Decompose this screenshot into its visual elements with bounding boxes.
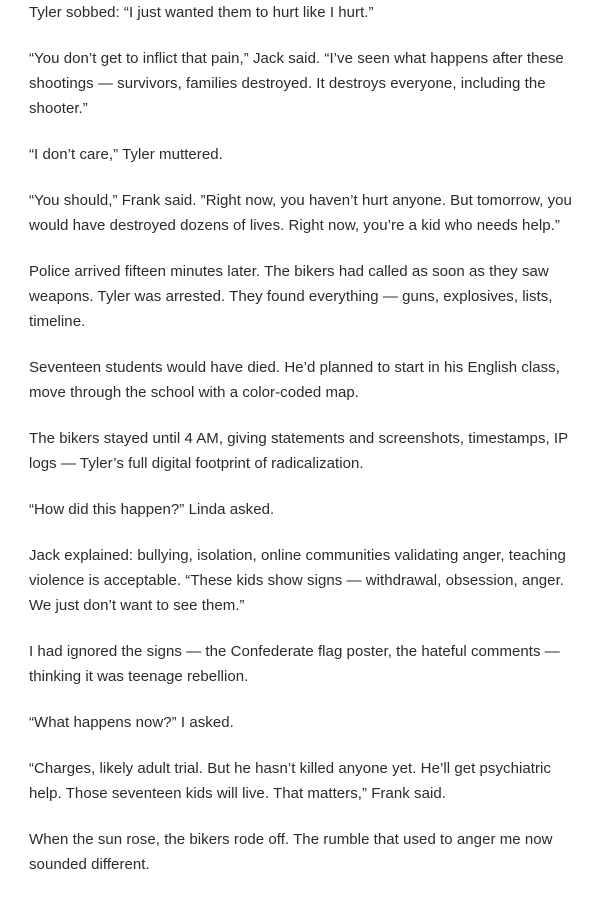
paragraph-tyler-muttered: “I don’t care,” Tyler muttered. [29,146,223,163]
paragraph-police-arrived: Police arrived fifteen minutes later. The bikers had called as soon as they saw weapons. Tyler was arrested. They found everything — guns, explosives, lists, timeline. [29,263,553,330]
paragraph-frank-you-should: “You should,” Frank said. ”Right now, you haven’t hurt anyone. But tomorrow, you would have destroyed dozens of lives. Right now, you’re a kid who needs help.” [29,192,572,234]
story-body [29,0,584,898]
paragraph-what-happens-now: “What happens now?” I asked. [29,714,234,731]
paragraph-charges: “Charges, likely adult trial. But he hasn’t killed anyone yet. He’ll get psychiatric help. Those seventeen kids will live. That matters,” Frank said. [29,760,551,802]
paragraph-tyler-sobbed: Tyler sobbed: “I just wanted them to hurt like I hurt.” [29,4,374,21]
paragraph-bikers-stayed: The bikers stayed until 4 AM, giving statements and screenshots, timestamps, IP logs — Tyler’s full digital footprint of radicalization. [29,430,568,472]
paragraph-seventeen-students: Seventeen students would have died. He’d planned to start in his English class, move through the school with a color-coded map. [29,359,560,401]
paragraph-jack-inflict-pain: “You don’t get to inflict that pain,” Jack said. “I’ve seen what happens after these shootings — survivors, families destroyed. It destroys everyone, including the shooter.” [29,50,564,117]
paragraph-linda-asked: “How did this happen?” Linda asked. [29,501,275,518]
paragraph-jack-explained: Jack explained: bullying, isolation, online communities validating anger, teaching violence is acceptable. “These kids show signs — withdrawal, obsession, anger. We just don’t want to see them.” [29,547,566,614]
paragraph-sun-rose: When the sun rose, the bikers rode off. The rumble that used to anger me now sounded different. [29,831,553,873]
paragraph-ignored-signs: I had ignored the signs — the Confederate flag poster, the hateful comments — thinking it was teenage rebellion. [29,643,560,685]
